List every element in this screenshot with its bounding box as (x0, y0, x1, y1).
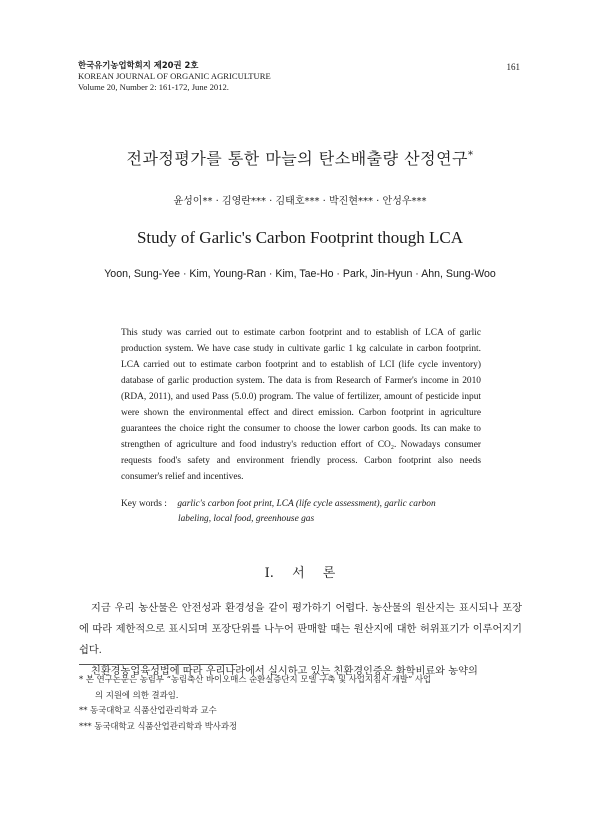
footnote-2: ** 동국대학교 식품산업관리학과 교수 (79, 705, 217, 715)
body-text (79, 598, 522, 682)
page-number: 161 (506, 62, 520, 72)
abstract: This study was carried out to estimate carbon footprint and to establish of LCA of garlic production system. We have case study in cultivate garlic 1 kg calculate in carbon footprint. LCA carried out to estimate carbon footprint and to establish of LCI (life cycle inventory) database of garlic production system. The data is from Research of Farmer's income in 2010 (RDA, 2011), and used Pass (5.0.0) program. The value of fertilizer, amount of pesticide input were shown the environmental effect and direct emission. Carbon footprint in agriculture guarantees the choice right the consumer to choose the lower carbon goods. Its can make to strengthen of agriculture and food industry's reduction effort of CO₂. Nowadays consumer requests food's safety and environment friendly process. Carbon footprint also needs consumer's relief and incentives. (121, 328, 481, 482)
keywords-line-2: labeling, local food, greenhouse gas (178, 514, 315, 524)
keywords-label: Key words : (121, 499, 167, 509)
footnote-divider (79, 664, 237, 665)
korean-authors: 윤성이** · 김영란*** · 김태호*** · 박진현*** · 안성우*** (173, 196, 427, 207)
title-footnote-mark: * (467, 150, 474, 161)
keywords (121, 497, 481, 527)
korean-title-text: 전과정평가를 통한 마늘의 탄소배출량 산정연구 (126, 149, 468, 168)
section-heading: Ⅰ. 서 론 (264, 566, 336, 581)
english-authors: Yoon, Sung-Yee · Kim, Young-Ran · Kim, Tae-Ho · Park, Jin-Hyun · Ahn, Sung-Woo (104, 268, 496, 280)
journal-name-english: KOREAN JOURNAL OF ORGANIC AGRICULTURE (78, 71, 271, 81)
body-paragraph-2: 친환경농업육성법에 따라 우리나라에서 실시하고 있는 친환경인증은 화학비료와 농약의 (91, 666, 478, 677)
korean-title (0, 146, 600, 169)
english-title: Study of Garlic's Carbon Footprint though LCA (136, 228, 464, 247)
footnote-3: *** 동국대학교 식품산업관리학과 박사과정 (79, 720, 238, 731)
journal-volume: Volume 20, Number 2: 161-172, June 2012. (78, 82, 229, 92)
keywords-line-1: garlic's carbon foot print, LCA (life cycle assessment), garlic carbon (177, 499, 436, 509)
footnote-1-line-1: * 본 연구논문은 농림부 “농림축산 바이오매스 순환실증단지 모델 구축 및 사업지침서 개발” 사업 (79, 674, 432, 684)
journal-name-korean: 한국유기농업학회지 제20권 2호 (78, 60, 199, 70)
footnotes (79, 672, 524, 734)
footnote-1-line-2: 의 지원에 의한 결과임. (95, 689, 179, 700)
body-paragraph-1: 지금 우리 농산물은 안전성과 환경성을 같이 평가하기 어렵다. 농산물의 원산지는 표시되나 포장에 따라 제한적으로 표시되며 포장단위를 나누어 판매할 때는 원산지에 대한 허위표기가 이루어지기 쉽다. (79, 603, 522, 656)
